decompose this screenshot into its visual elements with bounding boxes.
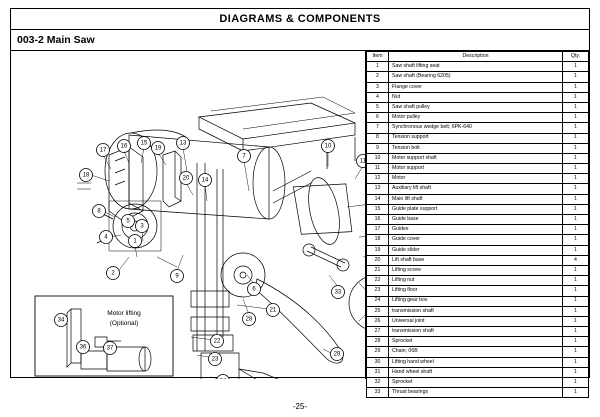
callout-11 [357,155,366,168]
callout-label: 6 [252,286,256,293]
callout-label: 11 [359,158,367,165]
cell-item: 5 [367,102,389,112]
cell-qty: 1 [563,306,589,316]
cell-description: Guides [389,225,563,235]
table-row [367,164,589,174]
table-row [367,327,589,337]
callout-label: 22 [213,338,221,345]
cell-qty: 4 [563,255,589,265]
table-row [367,143,589,153]
cell-qty: 1 [563,225,589,235]
cell-item: 11 [367,164,389,174]
cell-item: 17 [367,225,389,235]
exploded-diagram [11,51,365,379]
callout-36 [77,341,90,354]
callout-16 [118,140,131,153]
inset-label-line2: (Optional) [109,320,139,327]
callout-label: 33 [334,289,342,296]
table-row [367,194,589,204]
cell-qty: 1 [563,133,589,143]
table-row [367,316,589,326]
callout-28 [243,313,256,326]
callout-label: 21 [269,307,277,314]
page-number: -25- [292,402,308,411]
callout-label: 7 [242,153,246,160]
table-header-row [367,52,589,62]
table-row [367,72,589,82]
cell-qty: 1 [563,184,589,194]
callout-label: 34 [57,317,65,324]
callout-33 [332,286,345,299]
cell-description: Guide cover [389,235,563,245]
callout-3 [136,220,149,233]
table-row [367,378,589,388]
cell-description: Saw shaft (Bearing 6205) [389,72,563,82]
cell-qty: 1 [563,235,589,245]
callout-9 [171,270,184,283]
cell-item: 13 [367,184,389,194]
header-bar [11,9,589,30]
callout-29 [331,348,344,361]
cell-qty: 1 [563,378,589,388]
table-row [367,388,589,398]
cell-description: Tension bolt [389,143,563,153]
table-row [367,153,589,163]
table-row [367,102,589,112]
callout-label: 28 [245,316,253,323]
cell-description: Lifting nut [389,276,563,286]
cell-description: Lifting gear box [389,296,563,306]
table-row [367,113,589,123]
cell-item: 6 [367,113,389,123]
cell-item: 16 [367,215,389,225]
callout-label [220,379,227,380]
cell-item: 30 [367,357,389,367]
content-area [11,51,589,396]
callout-4 [100,231,113,244]
table-row [367,357,589,367]
callout-37 [104,342,117,355]
cell-description: Motor [389,174,563,184]
cell-qty: 1 [563,143,589,153]
cell-qty: 1 [563,164,589,174]
callout-8 [93,205,106,218]
cell-description: Main lift shaft [389,194,563,204]
table-row [367,286,589,296]
callout-label: 8 [97,208,101,215]
callout-22 [211,335,224,348]
cell-qty: 1 [563,388,589,398]
cell-qty: 1 [563,245,589,255]
cell-description: Sprocket [389,378,563,388]
cell-item: 20 [367,255,389,265]
callout-24 [217,375,230,380]
callout-label: 19 [154,145,162,152]
cell-item: 10 [367,153,389,163]
cell-qty: 1 [563,62,589,72]
callout-label: 18 [82,172,90,179]
callout-label: 16 [120,143,128,150]
cell-item: 31 [367,367,389,377]
cell-qty: 1 [563,215,589,225]
table-row [367,337,589,347]
document-frame [10,8,590,396]
callout-17 [97,144,110,157]
table-row [367,82,589,92]
cell-item: 29 [367,347,389,357]
cell-item: 14 [367,194,389,204]
callout-label: 3 [140,223,144,230]
cell-item: 7 [367,123,389,133]
table-row [367,174,589,184]
cell-qty: 1 [563,204,589,214]
callout-label: 4 [104,234,108,241]
cell-qty: 1 [563,296,589,306]
cell-description: Sprocket [389,337,563,347]
callout-label: 29 [333,351,341,358]
cell-description: Chain; 06B [389,347,563,357]
table-row [367,123,589,133]
callout-label: 13 [179,140,187,147]
table-row [367,215,589,225]
cell-description: Saw shaft pulley [389,102,563,112]
cell-description: Flange cover [389,82,563,92]
callout-18 [80,169,93,182]
cell-description: Universal joint [389,316,563,326]
cell-item: 23 [367,286,389,296]
cell-item: 1 [367,62,389,72]
cell-item: 26 [367,316,389,326]
callout-5 [122,215,135,228]
callout-label: 36 [79,344,87,351]
cell-description: Hand wheel shaft [389,367,563,377]
cell-description: Thrust bearings [389,388,563,398]
cell-qty: 1 [563,367,589,377]
inset-label-line1: Motor lifting [107,310,141,317]
callout-label: 10 [324,143,332,150]
cell-description: Guide plate support [389,204,563,214]
parts-table-container [365,51,589,396]
callout-label: 15 [140,140,148,147]
cell-qty: 1 [563,174,589,184]
callout-label: 20 [182,175,190,182]
inset-box [35,296,173,376]
cell-qty: 1 [563,92,589,102]
table-row [367,255,589,265]
cell-description: Lifting floor [389,286,563,296]
callout-label: 23 [211,356,219,363]
col-item: Item [367,52,389,62]
table-row [367,347,589,357]
cell-description: Motor pulley [389,113,563,123]
table-row [367,265,589,275]
callout-15 [138,137,151,150]
cell-description: Synchronous wedge belt; 6PK-640 [389,123,563,133]
cell-qty: 1 [563,265,589,275]
cell-item: 4 [367,92,389,102]
cell-description: Lifting hand wheel [389,357,563,367]
section-bar [11,30,589,51]
cell-item: 9 [367,143,389,153]
table-row [367,296,589,306]
table-row [367,235,589,245]
col-description: Description [389,52,563,62]
callout-label: 1 [133,238,137,245]
cell-description: Guide base [389,215,563,225]
cell-qty: 1 [563,316,589,326]
table-row [367,367,589,377]
table-row [367,225,589,235]
callout-2 [107,267,120,280]
table-row [367,204,589,214]
cell-description: Motor support shaft [389,153,563,163]
cell-qty: 1 [563,102,589,112]
callout-label: 17 [99,147,107,154]
cell-item: 27 [367,327,389,337]
cell-qty: 1 [563,337,589,347]
table-row [367,133,589,143]
cell-qty: 1 [563,82,589,92]
cell-description: Tension support [389,133,563,143]
callout-20 [180,172,193,185]
table-row [367,92,589,102]
cell-item: 2 [367,72,389,82]
cell-description: Lifting screw [389,265,563,275]
callout-label: 37 [106,345,114,352]
cell-qty: 1 [563,153,589,163]
cell-qty: 1 [563,113,589,123]
cell-qty: 1 [563,123,589,133]
callout-21 [267,304,280,317]
cell-item: 24 [367,296,389,306]
cell-description: transmission shaft [389,306,563,316]
table-row [367,184,589,194]
callout-10 [322,140,335,153]
cell-item: 8 [367,133,389,143]
cell-qty: 1 [563,347,589,357]
diagram-svg [11,51,365,379]
callout-label: 9 [175,273,179,280]
cell-description: Guide slider [389,245,563,255]
cell-description: Saw shaft lifting seat [389,62,563,72]
parts-table-body [367,62,589,398]
callout-label: 5 [126,218,130,225]
cell-qty: 1 [563,286,589,296]
callout-23 [209,353,222,366]
cell-description: Auxiliary lift shaft [389,184,563,194]
cell-qty: 1 [563,327,589,337]
cell-description: transmission shaft [389,327,563,337]
cell-qty: 1 [563,357,589,367]
cell-item: 21 [367,265,389,275]
table-row [367,276,589,286]
cell-item: 3 [367,82,389,92]
callout-7 [238,150,251,163]
col-qty: Qty. [563,52,589,62]
section-title: 003-2 Main Saw [17,34,95,46]
cell-description: Lift shaft base [389,255,563,265]
cell-description: Motor support [389,164,563,174]
callout-label: 14 [201,177,209,184]
callout-label: 2 [111,270,115,277]
cell-item: 12 [367,174,389,184]
cell-item: 15 [367,204,389,214]
callout-14 [199,174,212,187]
cell-description: Nut [389,92,563,102]
cell-item: 28 [367,337,389,347]
table-row [367,245,589,255]
cell-qty: 1 [563,72,589,82]
table-row [367,306,589,316]
table-row [367,62,589,72]
cell-item: 32 [367,378,389,388]
callout-6 [248,283,261,296]
cell-qty: 1 [563,276,589,286]
cell-qty: 1 [563,194,589,204]
page-title: DIAGRAMS & COMPONENTS [219,13,381,25]
cell-item: 18 [367,235,389,245]
cell-item: 33 [367,388,389,398]
cell-item: 19 [367,245,389,255]
parts-table [366,51,589,398]
cell-item: 25 [367,306,389,316]
callout-19 [152,142,165,155]
callout-34 [55,314,68,327]
callout-1 [129,235,142,248]
cell-item: 22 [367,276,389,286]
callout-13 [177,137,190,150]
